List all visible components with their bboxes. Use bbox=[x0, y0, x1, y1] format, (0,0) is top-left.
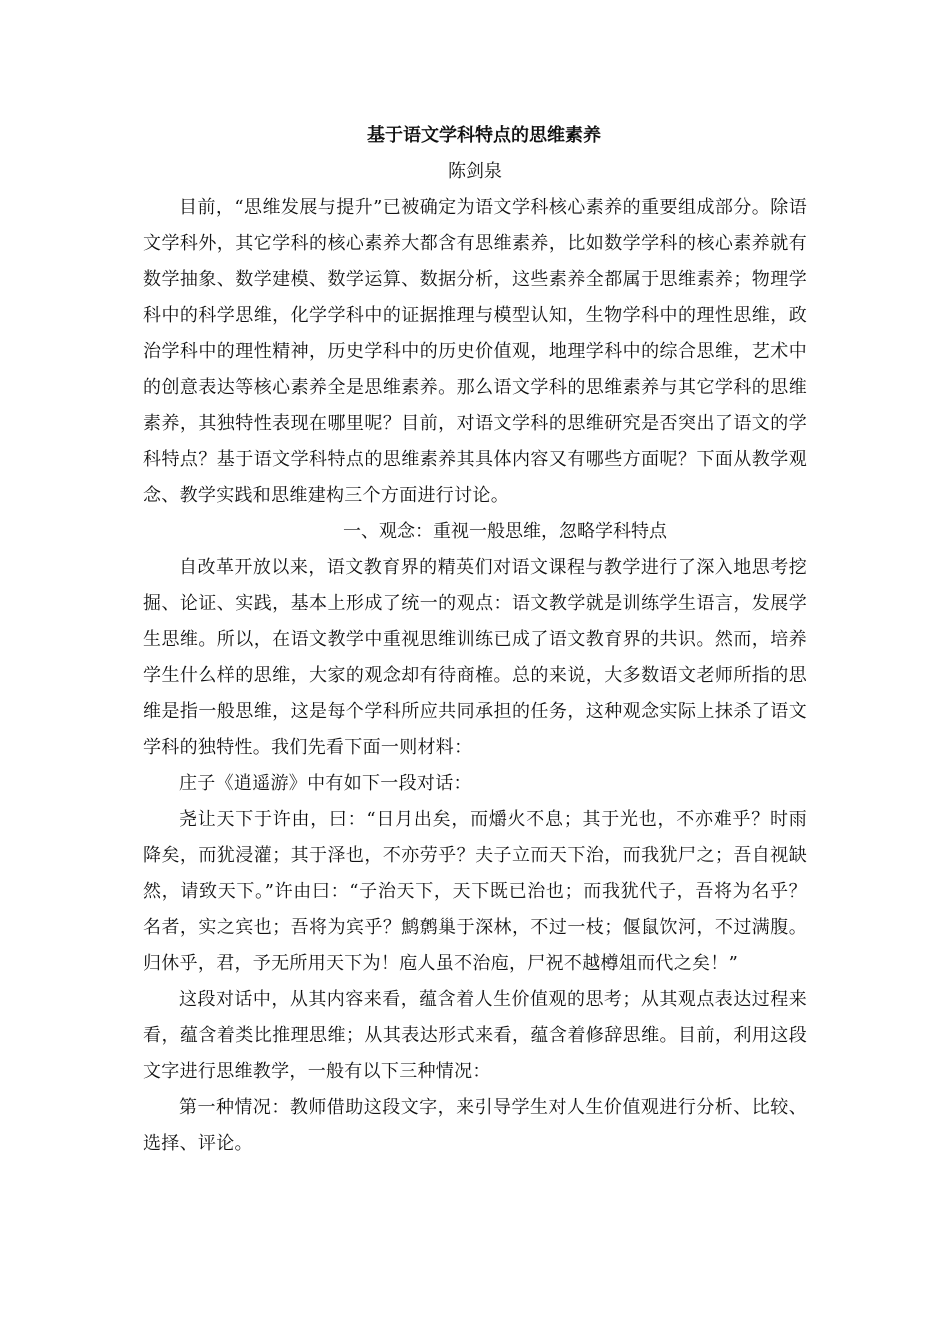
document-author: 陈剑泉 bbox=[448, 161, 502, 182]
section-heading: 一、观念：重视一般思维，忽略学科特点 bbox=[343, 521, 667, 542]
body-paragraph-4: 第一种情况：教师借助这段文字，来引导学生对人生价值观进行分析、比较、选择、评论。 bbox=[143, 1097, 807, 1154]
document-page bbox=[143, 118, 807, 1162]
quote-paragraph: 尧让天下于许由，曰：“日月出矣，而爝火不息；其于光也，不亦难乎？时雨降矣，而犹浸灌；其于泽也，不亦劳乎？夫子立而天下治，而我犹尸之；吾自视缺然，请致天下。”许由曰：“子治天下，天下既已治也；而我犹代子，吾将为名乎？名者，实之宾也；吾将为宾乎？鹪鹩巢于深林，不过一枝；偃鼠饮河，不过满腹。归休乎，君，予无所用天下为！庖人虽不治庖，尸祝不越樽俎而代之矣！” bbox=[143, 809, 807, 974]
body-paragraph-3: 这段对话中，从其内容来看，蕴含着人生价值观的思考；从其观点表达过程来看，蕴含着类比推理思维；从其表达形式来看，蕴含着修辞思维。目前，利用这段文字进行思维教学，一般有以下三种情况： bbox=[143, 989, 807, 1082]
body-paragraph-1: 自改革开放以来，语文教育界的精英们对语文课程与教学进行了深入地思考挖掘、论证、实践，基本上形成了统一的观点：语文教学就是训练学生语言，发展学生思维。所以，在语文教学中重视思维训练已成了语文教育界的共识。然而，培养学生什么样的思维，大家的观念却有待商榷。总的来说，大多数语文老师所指的思维是指一般思维，这是每个学科所应共同承担的任务，这种观念实际上抹杀了语文学科的独特性。我们先看下面一则材料： bbox=[143, 557, 807, 758]
body-paragraph-2: 庄子《逍遥游》中有如下一段对话： bbox=[179, 773, 472, 794]
intro-paragraph: 目前，“思维发展与提升”已被确定为语文学科核心素养的重要组成部分。除语文学科外，其它学科的核心素养大都含有思维素养，比如数学学科的核心素养就有数学抽象、数学建模、数学运算、数据分析，这些素养全都属于思维素养；物理学科中的科学思维，化学学科中的证据推理与模型认知，生物学科中的理性思维，政治学科中的理性精神，历史学科中的历史价值观，地理学科中的综合思维，艺术中的创意表达等核心素养全是思维素养。那么语文学科的思维素养与其它学科的思维素养，其独特性表现在哪里呢？目前，对语文学科的思维研究是否突出了语文的学科特点？基于语文学科特点的思维素养其具体内容又有哪些方面呢？下面从教学观念、教学实践和思维建构三个方面进行讨论。 bbox=[143, 197, 807, 506]
document-title: 基于语文学科特点的思维素养 bbox=[367, 125, 601, 146]
